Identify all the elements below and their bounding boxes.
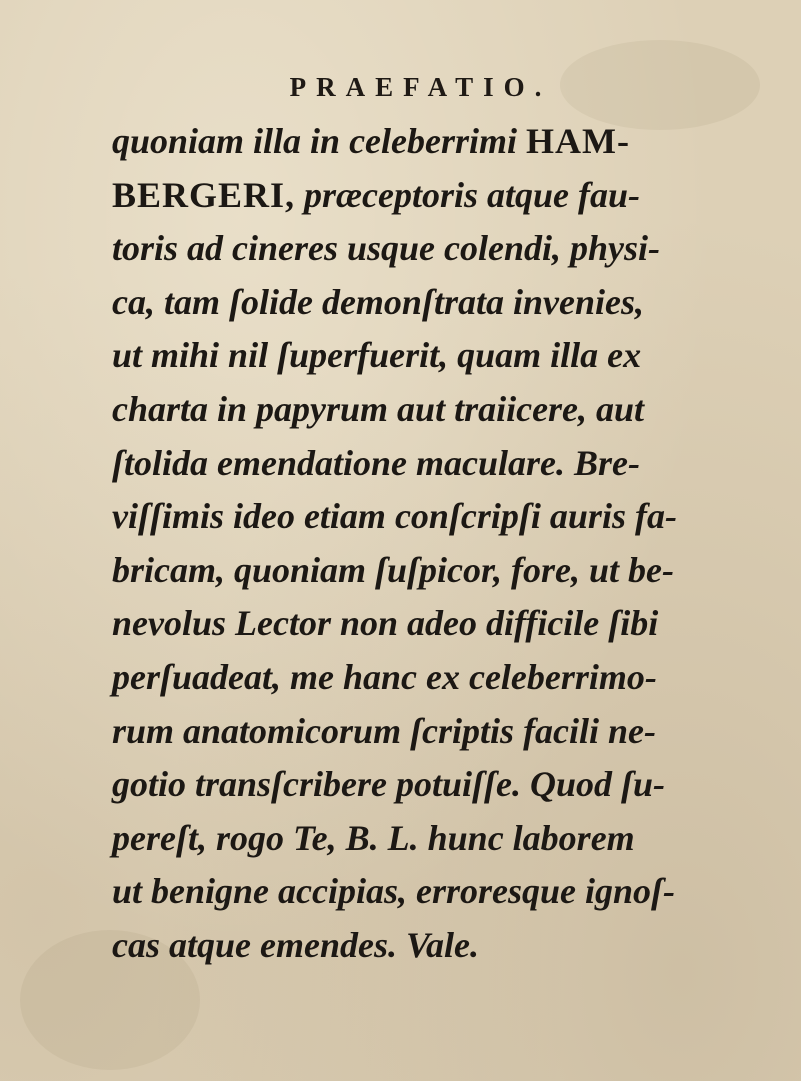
- text-line: perſuadeat, me hanc ex celeberrimo-: [112, 656, 657, 697]
- text-line: gotio transſcribere potuiſſe. Quod ſu-: [112, 764, 665, 805]
- body-text: [112, 115, 772, 973]
- text-line: ſtolida emendatione maculare. Bre-: [112, 442, 640, 483]
- text-line: ca, tam ſolide demonſtrata invenies,: [112, 281, 644, 322]
- text-line: cas atque emendes. Vale.: [112, 924, 479, 965]
- text-line: quoniam illa in celeberrimi HAM-: [112, 121, 630, 161]
- text-line: toris ad cineres usque colendi, physi-: [112, 228, 661, 269]
- text-line: viſſimis ideo etiam conſcripſi auris fa-: [112, 496, 677, 537]
- text-line: rum anatomicorum ſcriptis facili ne-: [112, 710, 657, 751]
- text-line: pereſt, rogo Te, B. L. hunc laborem: [112, 817, 635, 858]
- text-line: ut mihi nil ſuperfuerit, quam illa ex: [112, 335, 642, 376]
- text-line: nevolus Lector non adeo difficile ſibi: [112, 603, 659, 644]
- text-line: BERGERI, præceptoris atque fau-: [112, 174, 641, 215]
- running-head: PRAEFATIO.: [289, 72, 552, 102]
- text-line: charta in papyrum aut traiicere, aut: [112, 388, 645, 429]
- text-line: ut benigne accipias, erroresque ignoſ-: [112, 871, 675, 912]
- text-line: bricam, quoniam ſuſpicor, fore, ut be-: [112, 549, 675, 590]
